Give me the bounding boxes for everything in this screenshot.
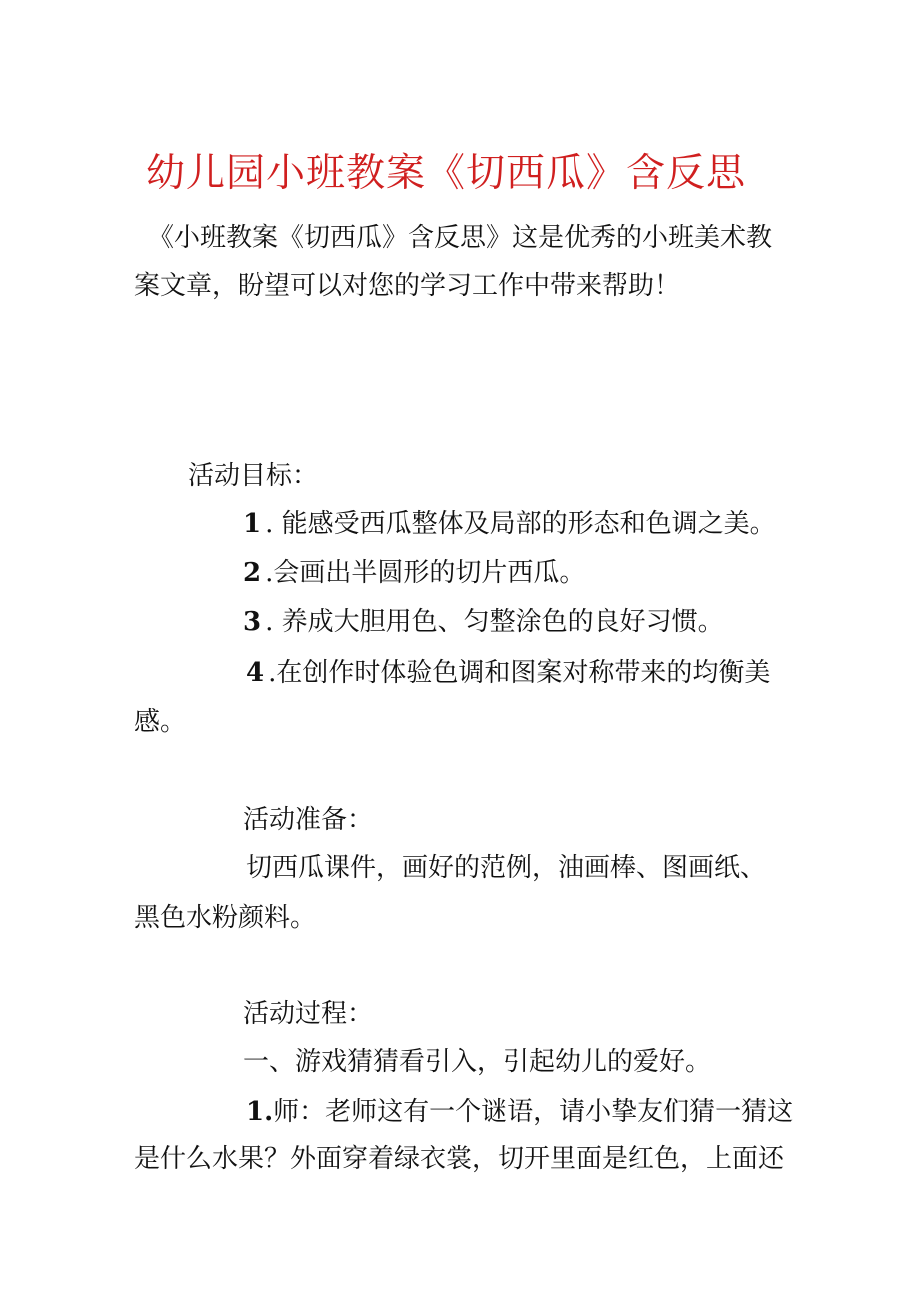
- intro-line-1: 《小班教案《切西瓜》含反思》这是优秀的小班美术教: [148, 223, 773, 253]
- intro-line-2: 案文章，盼望可以对您的学习工作中带来帮助！: [134, 271, 681, 301]
- goals-heading: 活动目标：: [188, 461, 319, 491]
- process-item-1-continuation: 是什么水果？外面穿着绿衣裳，切开里面是红色，上面还: [134, 1144, 785, 1174]
- process-item-text: 师：老师这有一个谜语，请小挚友们猜一猜这: [273, 1097, 794, 1127]
- goal-item-2: [243, 555, 585, 591]
- goal-number: 3: [243, 607, 262, 637]
- goal-text: . 能感受西瓜整体及局部的形态和色调之美。: [265, 509, 776, 539]
- process-item-1: [246, 1094, 793, 1130]
- goal-number: 4: [246, 658, 265, 688]
- prep-heading: 活动准备：: [243, 805, 374, 835]
- goal-text: .会画出半圆形的切片西瓜。: [265, 558, 586, 588]
- goal-number: 1: [243, 509, 262, 539]
- document-title: 幼儿园小班教案《切西瓜》含反思: [146, 151, 747, 196]
- prep-line-1: 切西瓜课件，画好的范例，油画棒、图画纸、: [246, 853, 767, 883]
- goal-item-4-continuation: 感。: [134, 707, 187, 737]
- goal-item-1: [243, 506, 776, 542]
- prep-line-2: 黑色水粉颜料。: [134, 903, 317, 933]
- process-heading: 活动过程：: [243, 999, 374, 1029]
- goal-text: . 养成大胆用色、匀整涂色的良好习惯。: [265, 607, 724, 637]
- process-item-number: 1.: [246, 1097, 274, 1127]
- goal-text: .在创作时体验色调和图案对称带来的均衡美: [268, 658, 771, 688]
- goal-item-3: [243, 604, 724, 640]
- goal-number: 2: [243, 558, 262, 588]
- goal-item-4: [246, 655, 770, 691]
- process-step-1: 一、游戏猜猜看引入，引起幼儿的爱好。: [243, 1047, 712, 1077]
